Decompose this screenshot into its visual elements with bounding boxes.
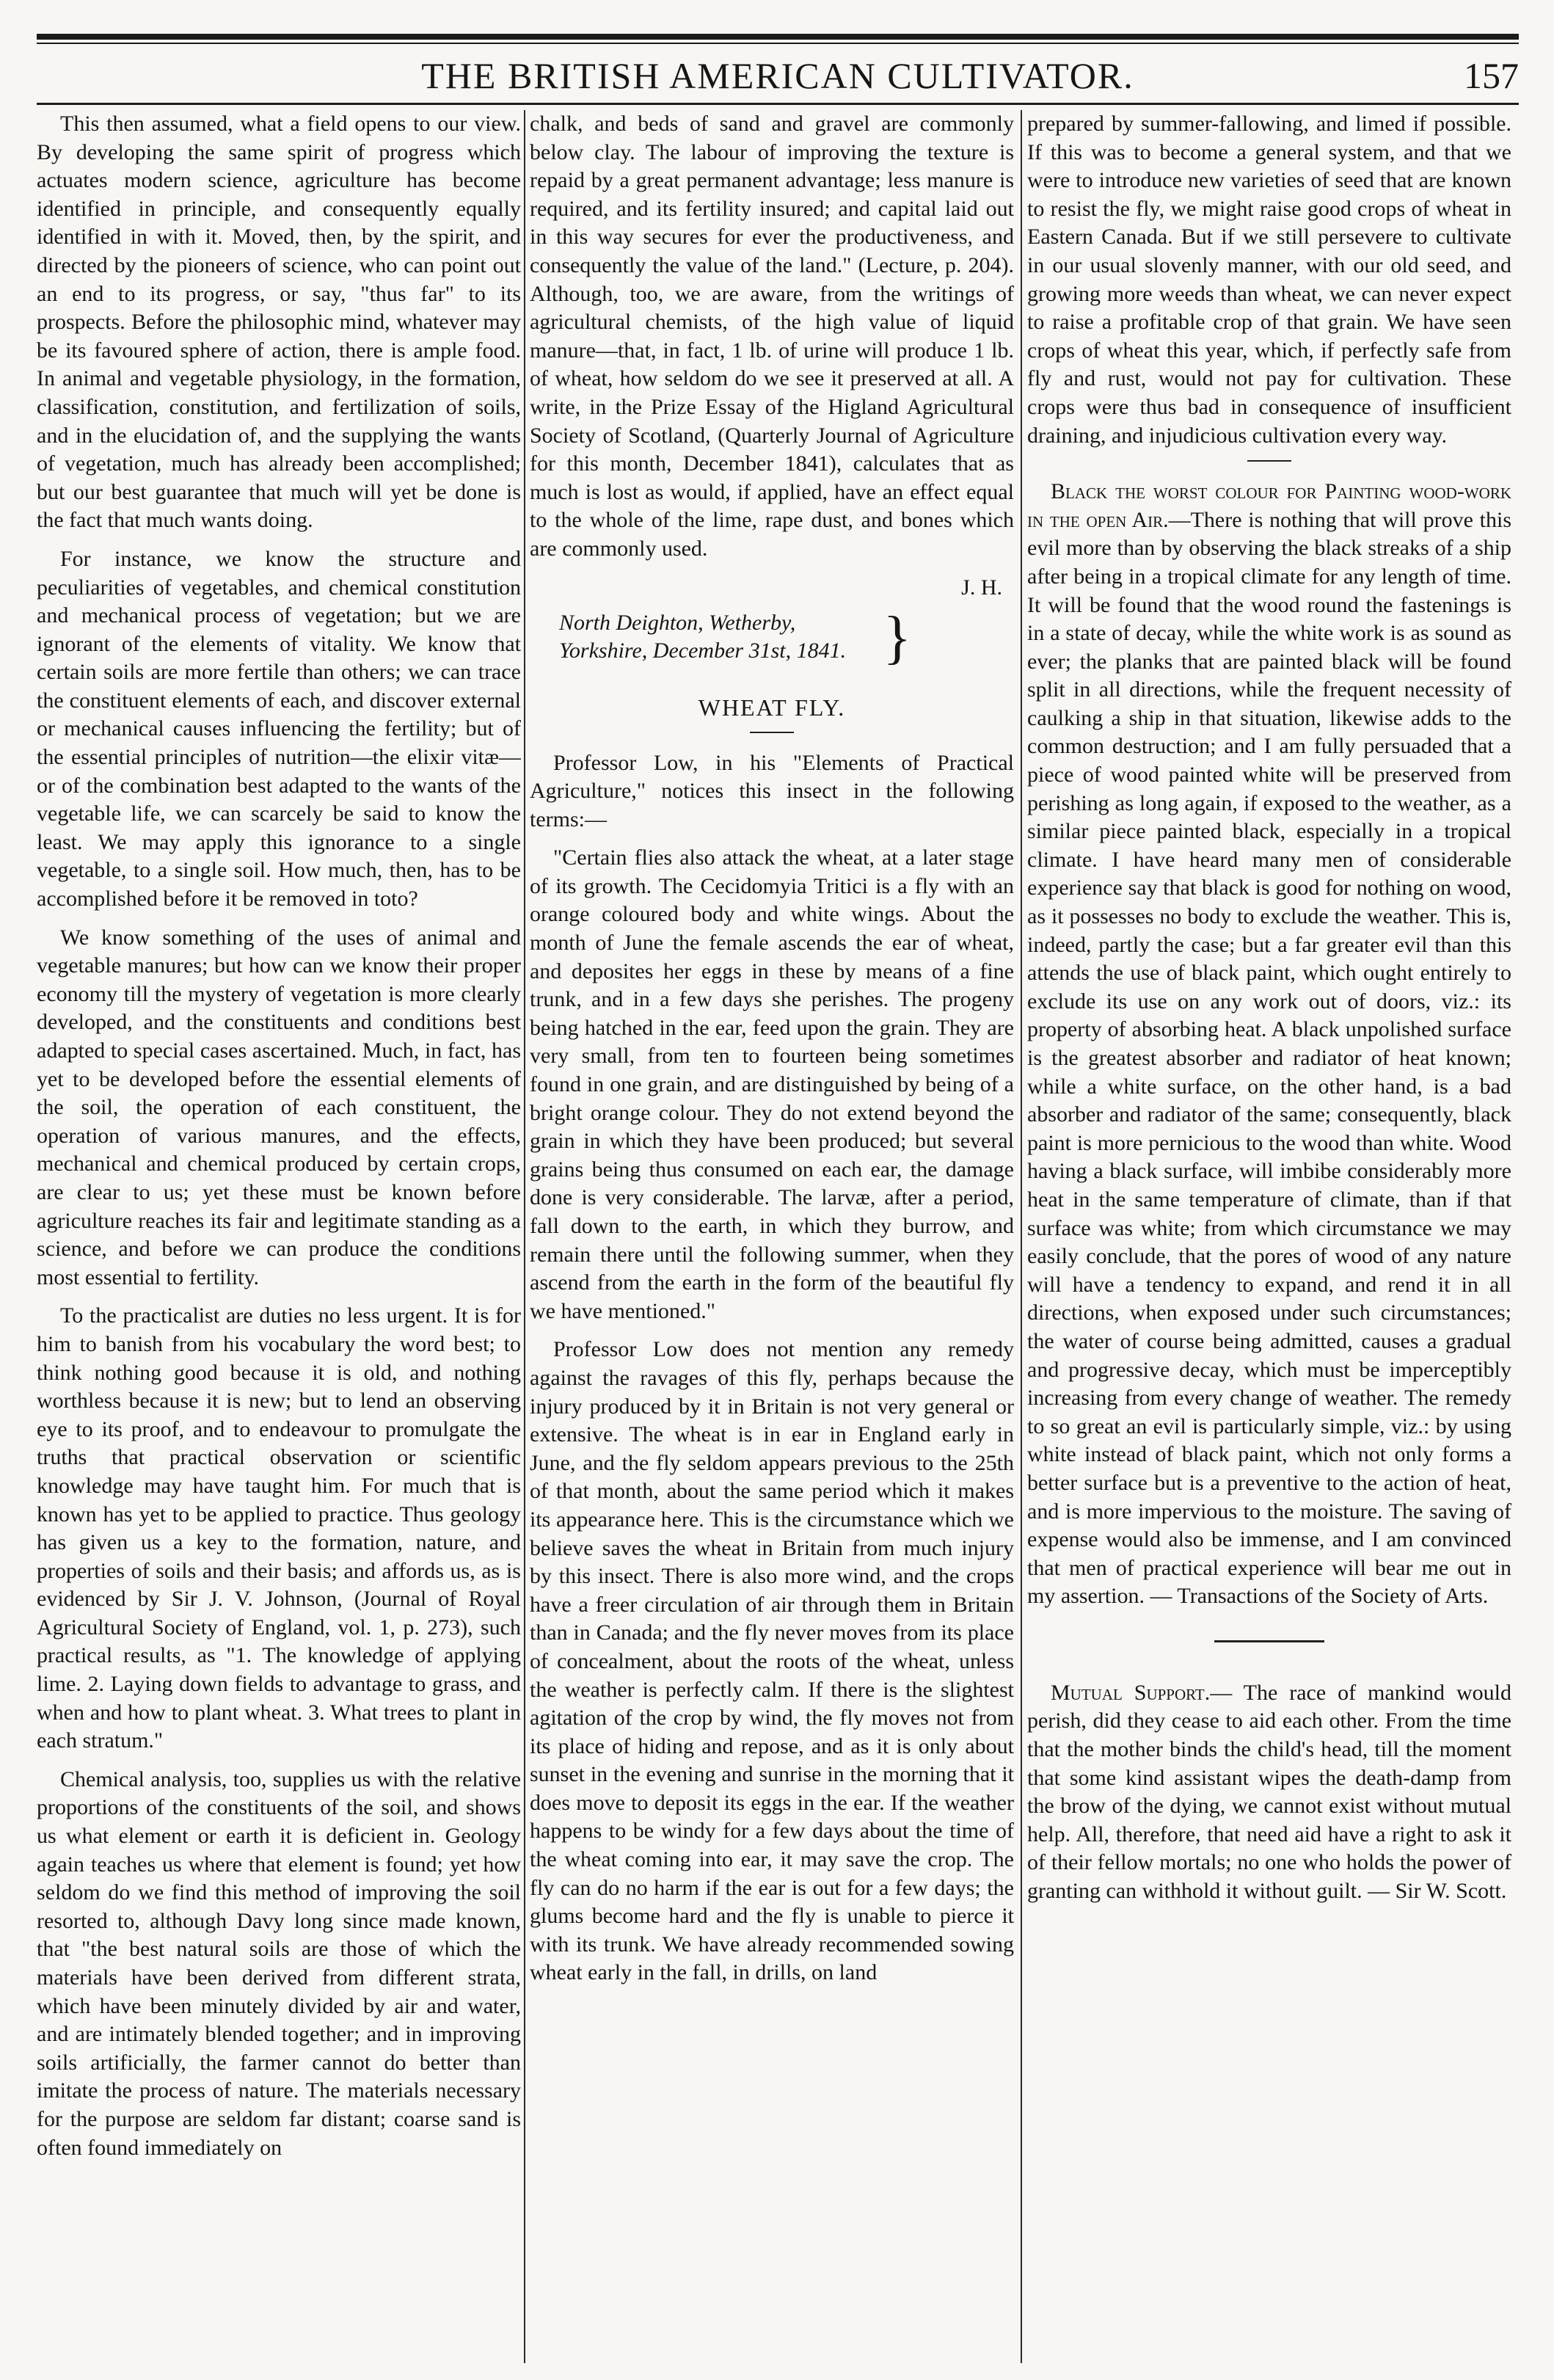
- paragraph: Professor Low does not mention any remedy against the ravages of this fly, perhaps because the injury produced by it in Britain is not very general or extensive. The wheat is in ear in England early in June, and the fly seldom appears previous to the 25th of that month, about the same period which it makes its appearance here. This is the circumstance which we believe saves the wheat in Britain from much injury by this insect. There is also more wind, and the crops have a freer circulation of air through them in Britain than in Canada; and the fly never moves from its place of concealment, about the roots of the wheat, unless the weather is perfectly calm. If there is the slightest agitation of the crop by wind, the fly moves not from its place of hiding and repose, and as it is only about sunset in the evening and sunrise in the morning that it does move to deposit its eggs in the ear. If the weather happens to be windy for a few days about the time of the wheat coming into ear, it may save the crop. The fly can do no harm if the ear is out for a few days; the glums become hard and the fly is unable to pierce it with its trunk. We have already recommended sowing wheat early in the fall, in drills, on land: [530, 1337, 1014, 1985]
- page-number: 157: [1464, 55, 1519, 96]
- paragraph: For instance, we know the structure and peculiarities of vegetables, and chemical constitution and mechanical process of vegetation; but we are ignorant of the elements of vitality. We know that certain soils are more fertile than others; we can trace the constituent elements of each, and discover external or mechanical causes influencing the fertility; but of the essential principles of nutrition—the elixir vitæ—or of the combination best adapted to the wants of the vegetable life, we can scarcely be said to know the least. We may apply this ignorance to a single vegetable, to a single soil. How much, then, has to be accomplished before it be removed in toto?: [37, 546, 521, 911]
- paragraph-body: —There is nothing that will prove this evil more than by observing the black streaks of a ship after being in a tropical climate for any length of time. It will be found that the wood round the fastenings is in a state of decay, while the white work is as sound as ever; the planks that are painted black will be found split in all directions, while the frequent necessity of caulking a ship in that situation, likewise adds to the common destruction; and I am fully persuaded that a piece of wood painted white will be preserved from perishing as long again, if exposed to the weather, as a similar piece painted black, especially in a tropical climate. I have heard many men of considerable experience say that black is good for nothing on wood, as it possesses no body to exclude the weather. This is, indeed, partly the case; but a far greater evil than this attends the use of black paint, which ought entirely to exclude its use on any work out of doors, viz.: its property of absorbing heat. A black unpolished surface is the greatest absorber and radiator of heat known; while a white surface, on the other hand, is a bad absorber and radiator of the same; consequently, black paint is more pernicious to the wood than white. Wood having a black surface, will imbibe considerably more heat in the same temperature of climate, than if that surface was white; from which circumstance we may easily conclude, that the pores of wood of any nature will have a tendency to expand, and rend it in all directions, when exposed under such circumstances; the water of course being admitted, causes a gradual and progressive decay, which must be imperceptibly increasing from every change of weather. The remedy to so great an evil is particularly simple, viz.: by using white instead of black paint, which not only forms a better surface but is a preventive to the action of heat, and is more impervious to the moisture. The saving of expense would also be immense, and I am convinced that men of practical experience will bear me out in my assertion. — Transactions of the Society of Arts.: [1027, 507, 1511, 1609]
- paragraph-heading: Black the worst colour for Painting wood-work in the open Air.: [1027, 479, 1511, 532]
- paragraph: To the practicalist are duties no less urgent. It is for him to banish from his vocabulary the word best; to think nothing good because it is old, and nothing worthless because it is new; but to lend an observing eye to its proof, and to endeavour to promulgate the truths that practical observation or scientific knowledge may have taught him. For much that is known has yet to be applied to practice. Thus geology has given us a key to the formation, nature, and properties of soils and their basis; and affords us, as is evidenced by Sir J. V. Johnson, (Journal of Royal Agricultural Society of England, vol. 1, p. 273), such practical results, as "1. The knowledge of applying lime. 2. Laying down fields to advantage to grass, and when and how to plant wheat. 3. What trees to plant in each stratum.": [37, 1303, 521, 1753]
- paragraph-body: — The race of mankind would perish, did they cease to aid each other. From the time that the mother binds the child's head, till the moment that some kind assistant wipes the death-damp from the brow of the dying, we cannot exist without mutual help. All, therefore, that need aid have a right to ask it of their fellow mortals; no one who holds the power of granting can withhold it without guilt. — Sir W. Scott.: [1027, 1680, 1511, 1904]
- column-divider: [1021, 110, 1022, 2363]
- section-title: WHEAT FLY.: [698, 694, 846, 721]
- section-rule: [1247, 460, 1291, 462]
- column-middle: [530, 110, 1014, 2363]
- header-rule: [37, 103, 1519, 105]
- signature: J. H.: [961, 575, 1002, 600]
- column-left: [37, 110, 521, 2363]
- paragraph-heading: Mutual Support.: [1051, 1680, 1211, 1705]
- brace-glyph: }: [883, 605, 911, 670]
- top-double-rule: [37, 34, 1519, 40]
- paragraph: [1027, 478, 1511, 1611]
- paragraph: [1027, 1679, 1511, 1906]
- section-rule: [750, 732, 794, 733]
- paragraph: This then assumed, what a field opens to our view. By developing the same spirit of progress which actuates modern science, agriculture has become identified in principle, and consequently equally identified in with it. Moved, then, by the spirit, and directed by the pioneers of science, who can point out an end to its progress, or say, "thus far" to its prospects. Before the philosophic mind, whatever may be its favoured sphere of action, there is ample food. In animal and vegetable physiology, in the formation, classification, constitution, and fertilization of soils, and in the elucidation of, and the supplying the wants of vegetation, much has already been accomplished; but our best guarantee that much will yet be done is the fact that much wants doing.: [37, 112, 521, 533]
- column-right: [1027, 110, 1511, 2363]
- quoted-paragraph: "Certain flies also attack the wheat, at a later stage of its growth. The Cecidomyia Tritici is a fly with an orange coloured body and white wings. About the month of June the female ascends the ear of wheat, and deposites her eggs in these by means of a fine trunk, and in a few days she perishes. The progeny being hatched in the ear, feed upon the grain. They are very small, from ten to fourteen being sometimes found in one grain, and are distinguished by being of a bright orange colour. They do not extend beyond the grain in which they have been produced; but several grains being thus consumed on each ear, the damage done is very considerable. The larvæ, after a period, fall down to the earth, in which they burrow, and remain there until the following summer, when they ascend from the earth in the form of the beautiful fly we have mentioned.": [530, 845, 1014, 1323]
- paragraph: prepared by summer-fallowing, and limed if possible. If this was to become a general system, and that we were to introduce new varieties of seed that are known to resist the fly, we might raise good crops of wheat in Eastern Canada. But if we still persevere to cultivate in our usual slovenly manner, with our old seed, and growing more weeds than wheat, we can never expect to raise a profitable crop of that grain. We have seen crops of wheat this year, which, if perfectly safe from fly and rust, would not pay for cultivation. These crops were thus bad in consequence of insufficient draining, and injudicious cultivation every way.: [1027, 112, 1511, 448]
- dateline-date: Yorkshire, December 31st, 1841.: [559, 638, 847, 663]
- paragraph: We know something of the uses of animal and vegetable manures; but how can we know their proper economy till the mystery of vegetation is more clearly developed, and the constituents and conditions best adapted to special cases ascertained. Much, in fact, has yet to be developed before the essential elements of the soil, the operation of each constituent, the operation of various manures, and the effects, mechanical and chemical produced by certain crops, are clear to us; yet these must be known before agriculture reaches its fair and legitimate standing as a science, and before we can produce the conditions most essential to fertility.: [37, 925, 521, 1289]
- column-divider: [524, 110, 525, 2363]
- paragraph: chalk, and beds of sand and gravel are commonly below clay. The labour of improving the texture is repaid by a great permanent advantage; less manure is required, and its fertility insured; and capital laid out in this way secures for ever the productiveness, and consequently the value of the land." (Lecture, p. 204). Although, too, we are aware, from the writings of agricultural chemists, of the high value of liquid manure—that, in fact, 1 lb. of urine will produce 1 lb. of wheat, how seldom do we see it preserved at all. A write, in the Prize Essay of the Higland Agricultural Society of Scotland, (Quarterly Journal of Agriculture for this month, December 1841), calculates that as much is lost as would, if applied, have an effect equal to the whole of the lime, rape dust, and bones which are commonly used.: [530, 112, 1014, 561]
- page-header: [37, 47, 1519, 106]
- section-rule: [1214, 1640, 1324, 1642]
- dateline: [559, 605, 1014, 670]
- paragraph: Professor Low, in his "Elements of Practical Agriculture," notices this insect in the following terms:—: [530, 750, 1014, 831]
- paragraph: Chemical analysis, too, supplies us with the relative proportions of the constituents of the soil, and shows us what element or earth it is deficient in. Geology again teaches us where that element is found; yet how seldom do we find this method of improving the soil resorted to, although Davy long since made known, that "the best natural soils are those of which the materials have been derived from different strata, which have been minutely divided by air and water, and are intimately blended together; and in improving soils artificially, the farmer cannot do better than imitate the process of nature. The materials necessary for the purpose are seldom far distant; coarse sand is often found immediately on: [37, 1766, 521, 2160]
- dateline-place: North Deighton, Wetherby,: [559, 610, 796, 635]
- running-title: THE BRITISH AMERICAN CULTIVATOR.: [421, 55, 1134, 96]
- top-thin-rule: [37, 43, 1519, 44]
